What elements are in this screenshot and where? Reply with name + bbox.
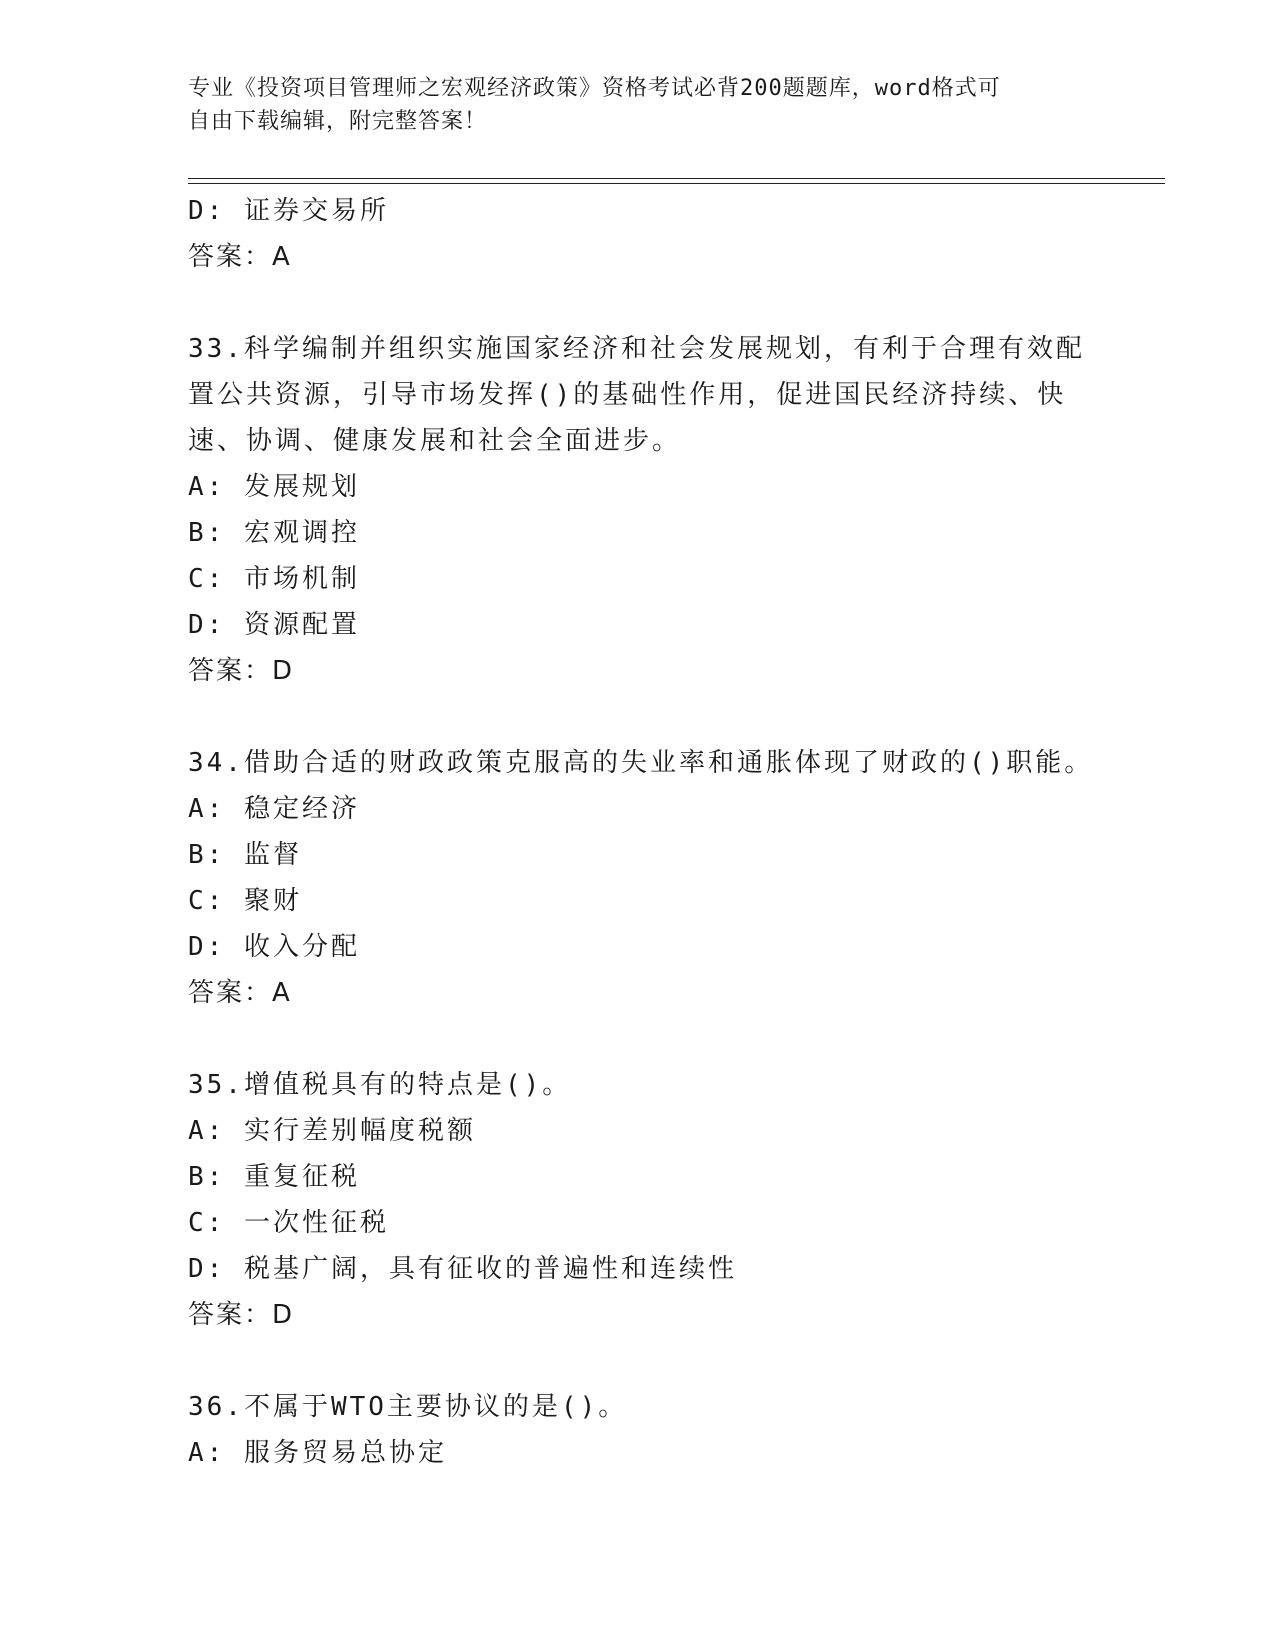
question-34 xyxy=(188,740,1094,1016)
option-d: D: 税基广阔，具有征收的普遍性和连续性 xyxy=(188,1254,737,1284)
header-line-2: 自由下载编辑，附完整答案！ xyxy=(188,109,488,134)
question-text-line: 33.科学编制并组织实施国家经济和社会发展规划，有利于合理有效配 xyxy=(188,334,1085,364)
spacer xyxy=(188,1338,1088,1384)
document-header xyxy=(188,72,1068,138)
question-36 xyxy=(188,1384,1088,1476)
question-text-line: 置公共资源，引导市场发挥()的基础性作用，促进国民经济持续、快 xyxy=(188,380,1067,410)
question-text-line: 35.增值税具有的特点是()。 xyxy=(188,1070,572,1100)
header-divider xyxy=(188,178,1165,184)
spacer xyxy=(188,1016,1088,1062)
question-text-line: 34.借助合适的财政政策克服高的失业率和通胀体现了财政的()职能。 xyxy=(188,748,1094,778)
question-33 xyxy=(188,326,1088,694)
answer: 答案：A xyxy=(188,978,292,1008)
option-a: A: 发展规划 xyxy=(188,472,360,502)
option-b: B: 重复征税 xyxy=(188,1162,360,1192)
option-c: C: 聚财 xyxy=(188,886,302,916)
spacer xyxy=(188,694,1088,740)
option-d: D: 资源配置 xyxy=(188,610,360,640)
question-35 xyxy=(188,1062,1088,1338)
option-c: C: 市场机制 xyxy=(188,564,360,594)
answer: 答案：D xyxy=(188,1300,295,1330)
question-text-line: 36.不属于WTO主要协议的是()。 xyxy=(188,1392,628,1422)
prev-option-d: D: 证券交易所 xyxy=(188,196,389,226)
answer: 答案：D xyxy=(188,656,295,686)
option-a: A: 实行差别幅度税额 xyxy=(188,1116,476,1146)
question-list xyxy=(188,188,1094,1476)
option-a: A: 稳定经济 xyxy=(188,794,360,824)
prev-answer: 答案：A xyxy=(188,242,292,272)
option-b: B: 宏观调控 xyxy=(188,518,360,548)
option-b: B: 监督 xyxy=(188,840,302,870)
option-d: D: 收入分配 xyxy=(188,932,360,962)
question-text-line: 速、协调、健康发展和社会全面进步。 xyxy=(188,426,682,456)
option-a: A: 服务贸易总协定 xyxy=(188,1438,447,1468)
header-line-1: 专业《投资项目管理师之宏观经济政策》资格考试必背200题题库，word格式可 xyxy=(188,76,1001,101)
option-c: C: 一次性征税 xyxy=(188,1208,389,1238)
spacer xyxy=(188,280,1088,326)
